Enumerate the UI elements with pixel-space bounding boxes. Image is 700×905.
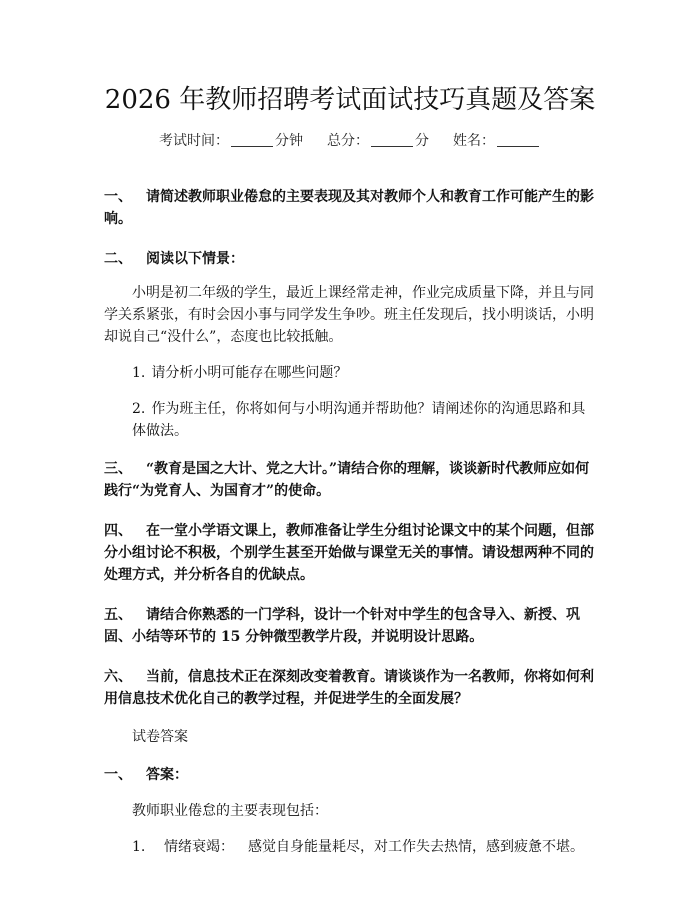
exam-meta	[0, 131, 700, 151]
time-label: 考试时间：	[159, 133, 229, 149]
answers-heading: 试卷答案	[132, 729, 188, 745]
answer-item-1	[104, 836, 596, 858]
question-text: 阅读以下情景：	[146, 251, 244, 267]
question-number: 四、	[104, 523, 132, 539]
answer-number: 一、	[104, 767, 132, 783]
scenario-paragraph: 小明是初二年级的学生，最近上课经常走神，作业完成质量下降，并且与同学关系紧张，有时会因小事与同学发生争吵。班主任发现后，找小明谈话，小明却说自己“没什么”，态度也比较抵触。	[104, 285, 594, 345]
sub-question-2: 2. 作为班主任，你将如何与小明沟通并帮助他？请阐述你的沟通思路和具体做法。	[132, 401, 586, 439]
question-text: 请结合你熟悉的一门学科，设计一个针对中学生的包含导入、新授、巩固、小结等环节的 15 分钟微型教学片段，并说明设计思路。	[104, 607, 580, 645]
question-4	[104, 520, 596, 586]
question-number: 二、	[104, 251, 132, 267]
question-number: 五、	[104, 607, 132, 623]
time-unit: 分钟	[275, 133, 303, 149]
question-number: 三、	[104, 461, 132, 477]
page-title: 2026 年教师招聘考试面试技巧真题及答案	[104, 85, 596, 115]
question-1	[104, 186, 596, 230]
score-label: 总分：	[327, 133, 369, 149]
question-3	[104, 458, 596, 502]
item-text: 感觉自身能量耗尽，对工作失去热情，感到疲惫不堪。	[248, 839, 584, 855]
document-body	[104, 186, 596, 858]
name-label: 姓名：	[453, 133, 495, 149]
question-text: 请简述教师职业倦怠的主要表现及其对教师个人和教育工作可能产生的影响。	[104, 189, 594, 227]
answer-1-heading	[104, 764, 596, 786]
question-6	[104, 666, 596, 710]
name-blank	[497, 132, 539, 147]
answer-label: 答案：	[146, 767, 188, 783]
question-5	[104, 604, 596, 648]
time-blank	[231, 132, 273, 147]
answer-intro: 教师职业倦怠的主要表现包括：	[132, 803, 328, 819]
score-unit: 分	[415, 133, 429, 149]
question-text: 在一堂小学语文课上，教师准备让学生分组讨论课文中的某个问题，但部分小组讨论不积极，个别学生甚至开始做与课堂无关的事情。请设想两种不同的处理方式，并分析各自的优缺点。	[104, 523, 594, 583]
question-number: 一、	[104, 189, 132, 205]
item-key: 情绪衰竭：	[164, 839, 234, 855]
question-2	[104, 248, 596, 270]
item-number: 1.	[132, 839, 146, 855]
sub-question-1: 1. 请分析小明可能存在哪些问题？	[132, 365, 348, 381]
question-text: 当前，信息技术正在深刻改变着教育。请谈谈作为一名教师，你将如何利用信息技术优化自己的教学过程，并促进学生的全面发展？	[104, 669, 594, 707]
question-number: 六、	[104, 669, 132, 685]
score-blank	[371, 132, 413, 147]
question-text: “教育是国之大计、党之大计。”请结合你的理解，谈谈新时代教师应如何践行“为党育人、为国育才”的使命。	[104, 461, 590, 499]
